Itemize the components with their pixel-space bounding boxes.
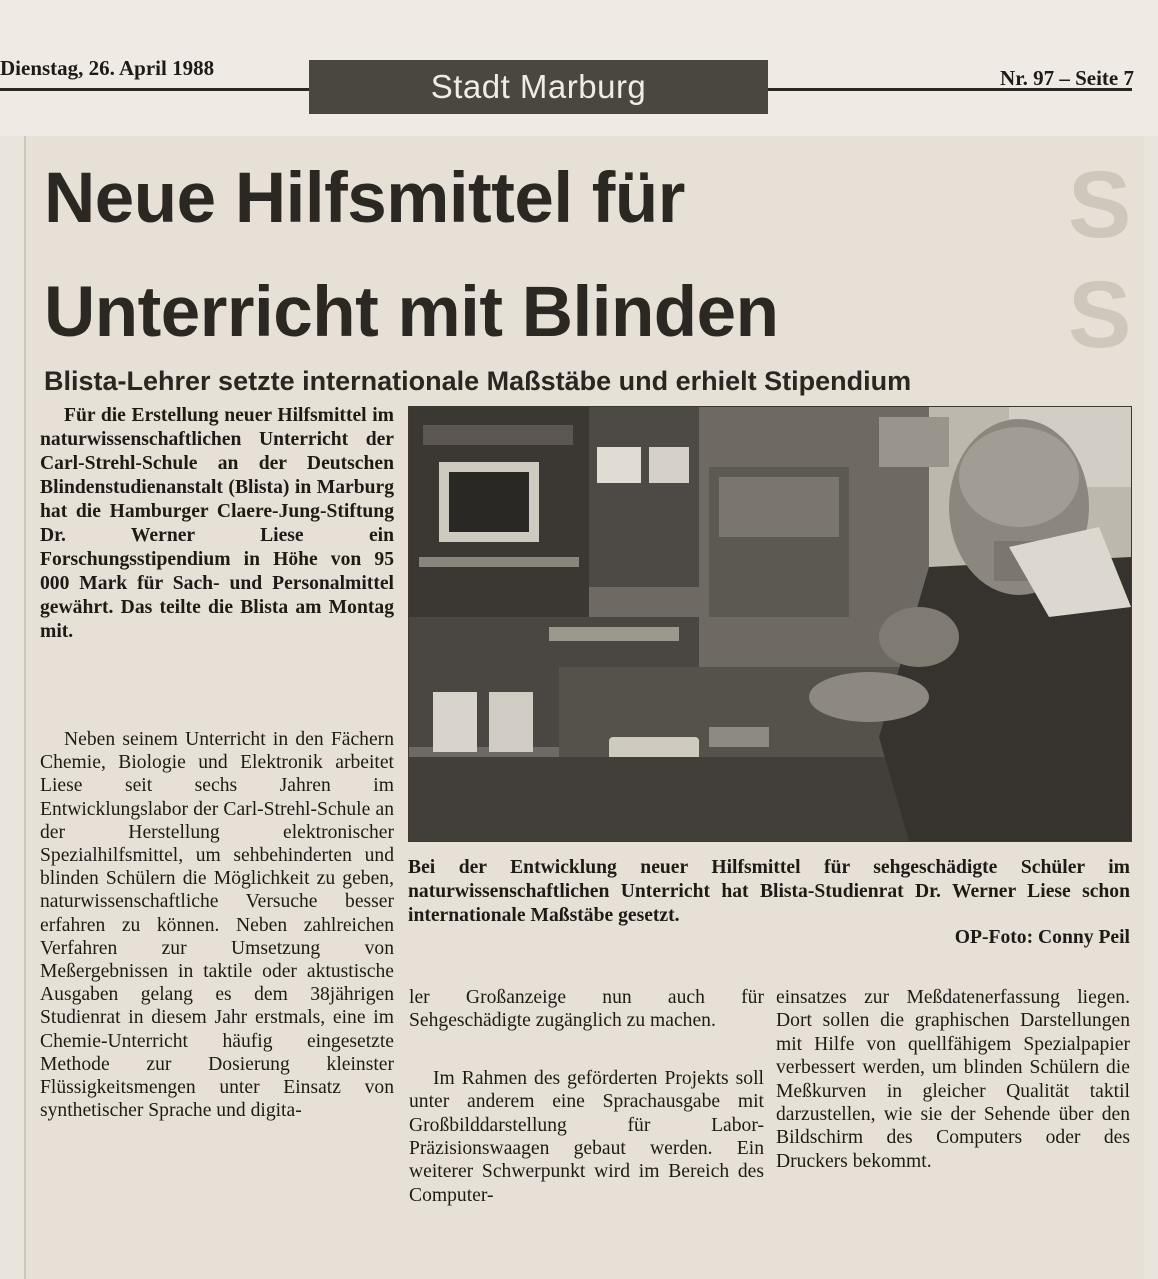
body-column-2 [409,986,764,1207]
body-column-2-paragraph-1: ler Großanzeige nun auch für Sehgeschädigte zugänglich zu machen. [409,987,764,1032]
body-column-1: Neben seinem Unterricht in den Fächern Chemie, Biologie und Elektronik arbeitet Liese seit sechs Jahren im Entwicklungslabor der Carl-Strehl-Schule an der Herstellung elektronischer Spezialhilfsmittel, um sehbehinderten und blinden Schülern die Möglichkeit zu geben, naturwissenschaftliche Versuche besser erfahren zu können. Neben zahlreichen Verfahren zur Umsetzung von Meßergebnissen in taktile oder aktustische Ausgaben gelang es dem 38jährigen Studienrat in diesem Jahr erstmals, eine im Chemie-Unterricht häufig eingesetzte Methode zur Dosierung kleinster Flüssigkeitsmengen unter Einsatz von synthetischer Sprache und digita- [40,729,394,1122]
section-title: Stadt Marburg [309,60,768,114]
photo-credit: OP-Foto: Conny Peil [954,927,1130,949]
caption-text: Bei der Entwicklung neuer Hilfsmittel für sehgeschädigte Schüler im naturwissenschaftlichen Unterricht hat Blista-Studienrat Dr. Werner Liese schon internationale Maßstäbe gesetzt. [408,857,1130,926]
body-column-3-paragraph: einsatzes zur Meßdatenerfassung liegen. Dort sollen die graphischen Darstellungen mit Hilfe von quellfähigem Spezialpapier verbessert werden, um blinden Schülern die Meßkurven in gleicher Qualität taktil darzustellen, wie sie der Sehende über den Bildschirm des Computers oder des Druckers bekommt. [776,987,1130,1172]
issue-number: Nr. 97 – Seite 7 [1000,66,1134,90]
masthead-rule-left [0,88,310,91]
body-column-3 [776,986,1130,1173]
body-column-2-paragraph-2: Im Rahmen des geförderten Projekts soll unter anderem eine Sprachausgabe mit Großbilddarstellung für Labor-Präzisionswaagen gebaut werden. Ein weiterer Schwerpunkt wird im Bereich des Computer- [409,1067,764,1206]
lead-paragraph: Für die Erstellung neuer Hilfsmittel im naturwissenschaftlichen Unterricht der Carl-Strehl-Schule an der Deutschen Blindenstudienanstalt (Blista) in Marburg hat die Hamburger Claere-Jung-Stiftung Dr. Werner Liese ein Forschungsstipendium in Höhe von 95 000 Mark für Sach- und Personalmittel gewährt. Das teilte die Blista am Montag mit. [40,405,394,642]
lab-photo [408,406,1132,842]
photo-caption [408,856,1130,949]
headline-line-1: Neue Hilfsmittel für [44,159,685,238]
headline [44,142,1104,370]
subheadline: Blista-Lehrer setzte internationale Maßstäbe und erhielt Stipendium [44,366,912,396]
bleed-through-text: S S [1068,152,1132,368]
issue-date: Dienstag, 26. April 1988 [0,56,215,80]
headline-line-2: Unterricht mit Blinden [44,273,779,352]
